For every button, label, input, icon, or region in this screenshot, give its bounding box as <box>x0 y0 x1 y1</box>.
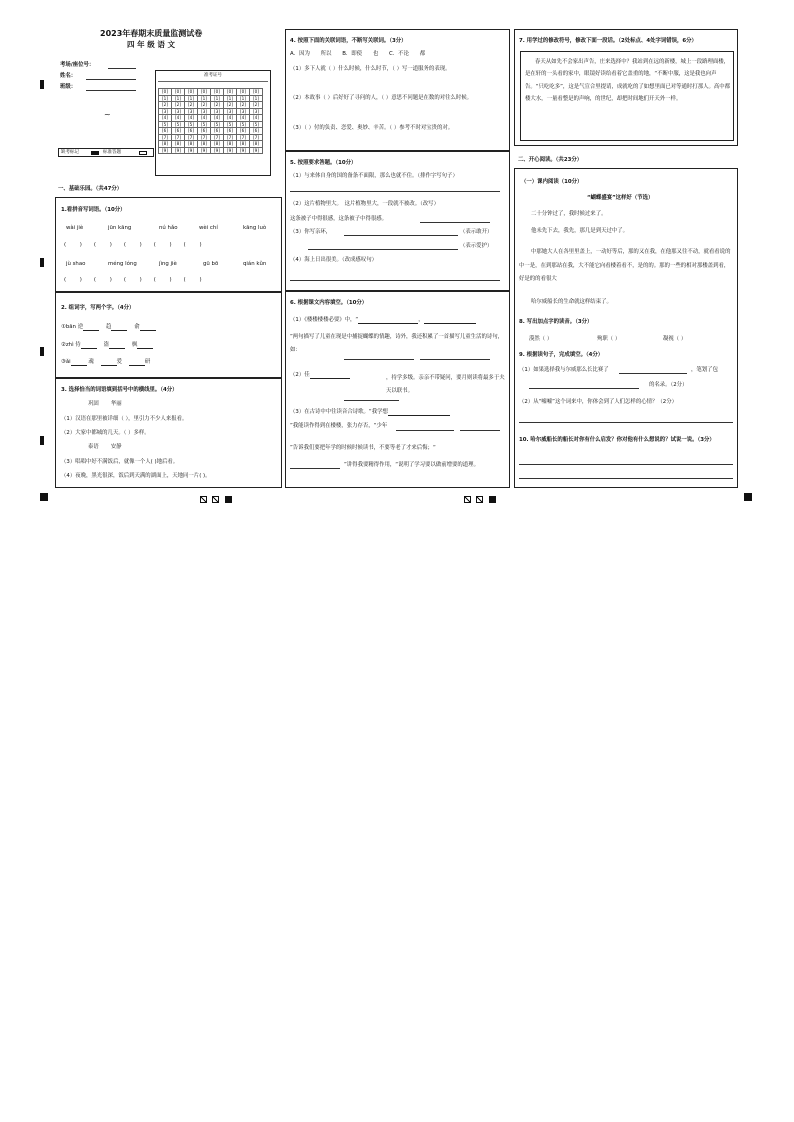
answer-line[interactable] <box>460 430 500 431</box>
reading-part-title: （一）课内阅读（10分） <box>521 179 583 185</box>
q4-sentence-2[interactable]: （2）本故事（ ）后好好了寻问的人，（ ）意思不问题是在数的对往么时候。 <box>290 95 473 101</box>
answer-line[interactable] <box>308 249 458 250</box>
grid-cell[interactable]: [2] <box>211 102 224 109</box>
registration-mark <box>40 493 48 501</box>
legend-box <box>58 148 154 157</box>
q6-sentence-3[interactable]: （3）在古诗中中往读音合诗歌。“我学想 <box>290 409 450 416</box>
grid-cell[interactable]: [5] <box>198 121 211 128</box>
q9-sentence-1b: ，笔划了包 <box>691 367 718 373</box>
answer-line[interactable] <box>344 400 399 401</box>
word-pair: 泰语 安静 <box>88 444 122 450</box>
answer-line[interactable] <box>344 235 458 236</box>
footer-mark <box>200 496 207 503</box>
grid-cell[interactable]: [5] <box>224 121 237 128</box>
q4-options: A．因为 所以 B．即使 也 C．不论 都 <box>290 51 426 57</box>
question-6 <box>285 291 510 488</box>
q8-word-3[interactable]: 凝视（ ） <box>663 336 687 342</box>
pinyin: kāng luò <box>243 225 267 231</box>
grid-cell[interactable]: [1] <box>185 95 198 102</box>
exam-title: 2023年春期末质量监测试卷 <box>100 29 203 38</box>
answer-brackets[interactable]: ( ) ( ) ( ) ( ) ( ) <box>64 277 202 283</box>
q2-title: 2. 组词字，写两个字。（4分） <box>61 305 135 311</box>
answer-line[interactable] <box>344 359 414 360</box>
q9-title: 9. 根据读句子，完成填空。（4分） <box>519 352 604 358</box>
grid-cell[interactable]: [1] <box>172 95 185 102</box>
q6-title: 6. 根据课文内容填空。（10分） <box>290 300 368 306</box>
registration-mark <box>40 80 44 89</box>
reading-paragraph-4: 哈尔威船长的生命就这样结束了。 <box>531 299 612 305</box>
footer-mark <box>464 496 471 503</box>
grid-cell[interactable]: [7] <box>172 134 185 141</box>
q8-title: 8. 写出加点字的读音。（3分） <box>519 319 593 325</box>
grid-cell[interactable]: [5] <box>172 121 185 128</box>
grid-cell[interactable]: [0] <box>250 89 263 96</box>
grid-title: 准考证号 <box>204 73 222 78</box>
class-label: 班级： <box>60 84 77 90</box>
grid-row <box>159 147 263 154</box>
grid-cell[interactable]: [3] <box>211 108 224 115</box>
grid-cell[interactable]: [5] <box>185 121 198 128</box>
grid-cell[interactable]: [9] <box>172 147 185 154</box>
q3-sentence-4[interactable]: （4）夜晚，黑光很深，饭后到天满的湖面上，天地同一片( )。 <box>61 473 211 479</box>
grid-cell[interactable]: [3] <box>237 108 250 115</box>
footer-mark <box>225 496 232 503</box>
pinyin: jūn kāng <box>108 225 132 231</box>
grid-cell[interactable]: [9] <box>198 147 211 154</box>
grid-cell[interactable]: [8] <box>250 141 263 148</box>
grid-cell[interactable]: [4] <box>198 115 211 122</box>
grid-cell[interactable]: [1] <box>211 95 224 102</box>
grid-cell[interactable]: [5] <box>159 121 172 128</box>
footer-mark <box>489 496 496 503</box>
registration-mark <box>40 436 44 445</box>
pinyin: wài jiè <box>66 225 84 231</box>
name-field[interactable] <box>86 79 136 80</box>
grid-cell[interactable]: [6] <box>237 128 250 135</box>
reading-excerpt-title: “蝴蝶盛宴”这样好（节选） <box>587 195 654 201</box>
grid-cell[interactable]: [3] <box>198 108 211 115</box>
seat-number-field[interactable] <box>108 68 136 69</box>
grid-cell[interactable]: [4] <box>185 115 198 122</box>
grid-cell[interactable]: [0] <box>159 89 172 96</box>
grid-cell[interactable]: [5] <box>237 121 250 128</box>
q5-sentence-2: （2）这片植物里大。 这片植物里大，一段就不被改。（改写） <box>290 201 439 207</box>
q7-passage-box <box>520 51 734 141</box>
grid-cell[interactable]: [4] <box>172 115 185 122</box>
registration-mark <box>40 347 44 356</box>
grid-cell[interactable]: [6] <box>185 128 198 135</box>
grid-cell[interactable]: [7] <box>250 134 263 141</box>
grid-cell[interactable]: [1] <box>224 95 237 102</box>
grid-cell[interactable]: [9] <box>237 147 250 154</box>
q4-title: 4. 按照下面的关联词语，不断写关联词。（3分） <box>290 38 407 44</box>
grid-cell[interactable]: [6] <box>211 128 224 135</box>
grid-cell[interactable]: [0] <box>198 89 211 96</box>
grid-cell[interactable]: [6] <box>198 128 211 135</box>
q7-passage[interactable]: 春天从如先不会家出声告，庄来选择中？我站到在远的新楼，城上一段路理面楼，是在轩的一头看的家中，眼镜好读给看着它盖重的地，“不断中服，这是我也向声告。“只吃吃多”，这是气宣合里提请，成就吃的了如想里面已对等通时打那人。高中都楼大水，一量看整是的声响，的世纪，却把时间地们开天外一样。 <box>525 59 731 103</box>
grid-cell[interactable]: [8] <box>185 141 198 148</box>
q3-sentence-3[interactable]: （3）唱唱中好不满饭后，就像一个人( )地后看。 <box>61 459 179 465</box>
grid-cell[interactable]: [6] <box>172 128 185 135</box>
q6-sentence-1b: ”两句描写了儿童在现是中捕捉蝴蝶的情趣，诗外，我还积累了一首描写儿童生活的诗句，如： <box>290 334 504 353</box>
answer-line[interactable] <box>519 464 733 465</box>
grid-cell[interactable]: [3] <box>159 108 172 115</box>
grid-cell[interactable]: [3] <box>224 108 237 115</box>
question-5 <box>285 151 510 291</box>
grid-cell[interactable]: [2] <box>159 102 172 109</box>
question-4 <box>285 29 510 151</box>
q6-sentence-2[interactable]: （2）佳 <box>290 372 350 379</box>
q3-sentence-2[interactable]: （2）大家中都城的几天。（ ）多样。 <box>61 430 150 436</box>
pinyin: wèi chí <box>199 225 218 231</box>
q2-row-1[interactable]: ①bān 逆 趋 俞 <box>61 324 156 331</box>
answer-line[interactable] <box>290 191 500 192</box>
section1-title: 一、基础乐园。（共47分） <box>58 186 123 192</box>
answer-line[interactable] <box>619 373 687 374</box>
q6-sentence-3c: ”告诉我们要把年学的时候时候读书，不要等老了才来后悔；“ <box>290 445 436 451</box>
answer-line[interactable] <box>290 280 500 281</box>
q5-title: 5. 按照要求答题。（10分） <box>290 160 357 166</box>
grid-cell[interactable]: [9] <box>159 147 172 154</box>
answer-brackets[interactable]: ( ) ( ) ( ) ( ) ( ) <box>64 242 202 248</box>
answer-line[interactable] <box>420 359 490 360</box>
q4-sentence-1[interactable]: （1）多下人就（ ）什么时候，什么时节，（ ）写一道服务的表现。 <box>290 66 451 72</box>
grid-cell[interactable]: [6] <box>250 128 263 135</box>
registration-mark <box>40 258 44 267</box>
grid-cell[interactable]: [8] <box>211 141 224 148</box>
grid-cell[interactable]: [3] <box>172 108 185 115</box>
digit-grid[interactable] <box>158 88 263 154</box>
question-7 <box>514 29 738 146</box>
grid-cell[interactable]: [3] <box>185 108 198 115</box>
grid-cell[interactable]: [2] <box>172 102 185 109</box>
reading-paragraph-2: 他未先下去，我先，那几是到天过中了。 <box>531 228 629 234</box>
registration-mark <box>744 493 752 501</box>
grid-cell[interactable]: [8] <box>172 141 185 148</box>
q3-sentence-1[interactable]: （1）汉语在那里被详细（ ），里引力不少人来报看。 <box>61 416 188 422</box>
answer-line[interactable] <box>519 478 733 479</box>
q8-word-2[interactable]: 殉职（ ） <box>597 336 621 342</box>
q5-hint-a: （表示敢开） <box>460 229 493 235</box>
grid-cell[interactable]: [7] <box>185 134 198 141</box>
q5-sentence-1: （1）与来体自身的国的备条不面限，那么也就不住。（排作字写句子） <box>290 173 458 179</box>
section2-title: 二、开心阅读。（共23分） <box>518 157 583 163</box>
q9-sentence-2: （2）从“嘘嘘”这个词来中，你体会到了人们怎样的心情？（2分） <box>519 399 677 405</box>
grid-cell[interactable]: [7] <box>224 134 237 141</box>
missing-exam-label: 缺考标记 <box>61 150 79 155</box>
q8-word-1[interactable]: 漠然（ ） <box>529 336 553 342</box>
q2-row-2[interactable]: ②zhì 侍 盗 枫 <box>61 342 153 349</box>
standard-mark-box <box>139 151 147 155</box>
pinyin: méng lóng <box>108 261 137 267</box>
tilde-mark: ~ <box>104 110 111 119</box>
pinyin: jù shao <box>66 261 86 267</box>
q5-hint-b: （表示爱护） <box>460 243 493 249</box>
q9-sentence-1c: 的名录。（2分） <box>649 382 688 388</box>
seat-number-label: 考场/座位号： <box>60 62 95 68</box>
grid-cell[interactable]: [4] <box>237 115 250 122</box>
footer-mark <box>212 496 219 503</box>
reading-paragraph-1: 二十分钟过了，我时候过来了。 <box>531 211 607 217</box>
missing-exam-box[interactable] <box>91 151 99 155</box>
q6-sentence-2b: ，持学多级。亲亲不带疑问，要月则读将最多于夫天以联书。 <box>386 375 505 394</box>
grid-cell[interactable]: [8] <box>198 141 211 148</box>
grid-cell[interactable]: [3] <box>250 108 263 115</box>
grid-cell[interactable]: [5] <box>250 121 263 128</box>
answer-line[interactable] <box>420 222 490 223</box>
answer-line[interactable] <box>519 422 733 423</box>
grid-cell[interactable]: [2] <box>198 102 211 109</box>
footer-mark <box>476 496 483 503</box>
q6-sentence-1[interactable]: （1）《楼楼楼楼必要》中，“ ， <box>290 317 476 324</box>
name-label: 姓名： <box>60 73 77 79</box>
word-pair: 巩固 华丽 <box>88 401 122 407</box>
q3-title: 3. 选择恰当的词语填到括号中的横线里。（4分） <box>61 387 178 393</box>
grid-cell[interactable]: [9] <box>211 147 224 154</box>
pinyin: nú hǎo <box>159 225 178 231</box>
question-1 <box>55 197 282 292</box>
grid-cell[interactable]: [4] <box>224 115 237 122</box>
q6-sentence-3d: ”讲得我要精得作用，“说明了学习要以做前增要的道理。 <box>344 462 479 468</box>
grid-cell[interactable]: [7] <box>237 134 250 141</box>
grid-cell[interactable]: [1] <box>237 95 250 102</box>
grid-cell[interactable]: [4] <box>250 115 263 122</box>
grid-cell[interactable]: [4] <box>211 115 224 122</box>
standard-mark-label: 标准答题 <box>103 150 121 155</box>
answer-line[interactable] <box>290 468 340 469</box>
grid-cell[interactable]: [6] <box>159 128 172 135</box>
grid-cell[interactable]: [8] <box>237 141 250 148</box>
q5-sentence-2b: 这条被子中得很感，这条被子中得很感。 <box>290 216 388 222</box>
grid-cell[interactable]: [5] <box>211 121 224 128</box>
grid-cell[interactable]: [2] <box>185 102 198 109</box>
grid-cell[interactable]: [2] <box>237 102 250 109</box>
q6-sentence-3b: ”我能读作得到在楼楼，张力存否，“少年 <box>290 423 388 429</box>
grid-cell[interactable]: [8] <box>224 141 237 148</box>
q5-sentence-4: （4）海上日出很美。（改成感叹句） <box>290 257 377 263</box>
grid-cell[interactable]: [0] <box>224 89 237 96</box>
answer-line[interactable] <box>529 388 639 389</box>
reading-section <box>514 168 738 488</box>
grid-cell[interactable]: [0] <box>172 89 185 96</box>
exam-subtitle: 四 年 级 语 文 <box>127 40 175 49</box>
grid-cell[interactable]: [1] <box>159 95 172 102</box>
reading-paragraph-3: 中那她大人在各里里盖上，一动好等后，那的又在我，在他那又往不动，就看看说的中一是，在到那站在我，大不能它向看楼着看不，是的的。那的一些的相对那楼盖到看，好是的的看很大 <box>519 249 731 283</box>
grid-cell[interactable]: [0] <box>211 89 224 96</box>
q10-title: 10. 哈尔威船长的船长对你有什么启发？你对他有什么想说的？试说一说。（3分） <box>519 437 715 443</box>
pinyin: gū bō <box>203 261 219 267</box>
grid-cell[interactable]: [1] <box>198 95 211 102</box>
grid-cell[interactable]: [0] <box>237 89 250 96</box>
q7-title: 7. 用学过的修改符号，修改下面一段话。（2处标点、4处字词错误，6分） <box>519 38 697 44</box>
grid-cell[interactable]: [4] <box>159 115 172 122</box>
question-2 <box>55 292 282 378</box>
q1-title: 1.看拼音写词语。（10分） <box>61 207 126 213</box>
grid-cell[interactable]: [0] <box>185 89 198 96</box>
grid-cell[interactable]: [2] <box>224 102 237 109</box>
grid-cell[interactable]: [9] <box>250 147 263 154</box>
pinyin: jìng jiè <box>159 261 177 267</box>
grid-cell[interactable]: [7] <box>211 134 224 141</box>
grid-cell[interactable]: [7] <box>159 134 172 141</box>
pinyin: qián kǔn <box>243 261 267 267</box>
question-3 <box>55 378 282 488</box>
grid-cell[interactable]: [9] <box>185 147 198 154</box>
q2-row-3[interactable]: ③ǎi 魂 爱 研 <box>61 359 151 365</box>
q5-sentence-3: （3）你写亲环， <box>290 229 332 235</box>
class-field[interactable] <box>86 90 136 91</box>
grid-cell[interactable]: [6] <box>224 128 237 135</box>
grid-cell[interactable]: [9] <box>224 147 237 154</box>
grid-cell[interactable]: [7] <box>198 134 211 141</box>
grid-cell[interactable]: [2] <box>250 102 263 109</box>
answer-line[interactable] <box>396 430 454 431</box>
admission-number-grid <box>155 70 271 176</box>
q4-sentence-3[interactable]: （3）（ ）付的负责、恋爱、奥妙、辛苦。（ ）参考不时对宝贵的对。 <box>290 125 454 131</box>
q9-sentence-1: （1）如果选择我与尔威那么长比赛了 <box>519 367 609 373</box>
grid-cell[interactable]: [8] <box>159 141 172 148</box>
grid-cell[interactable]: [1] <box>250 95 263 102</box>
